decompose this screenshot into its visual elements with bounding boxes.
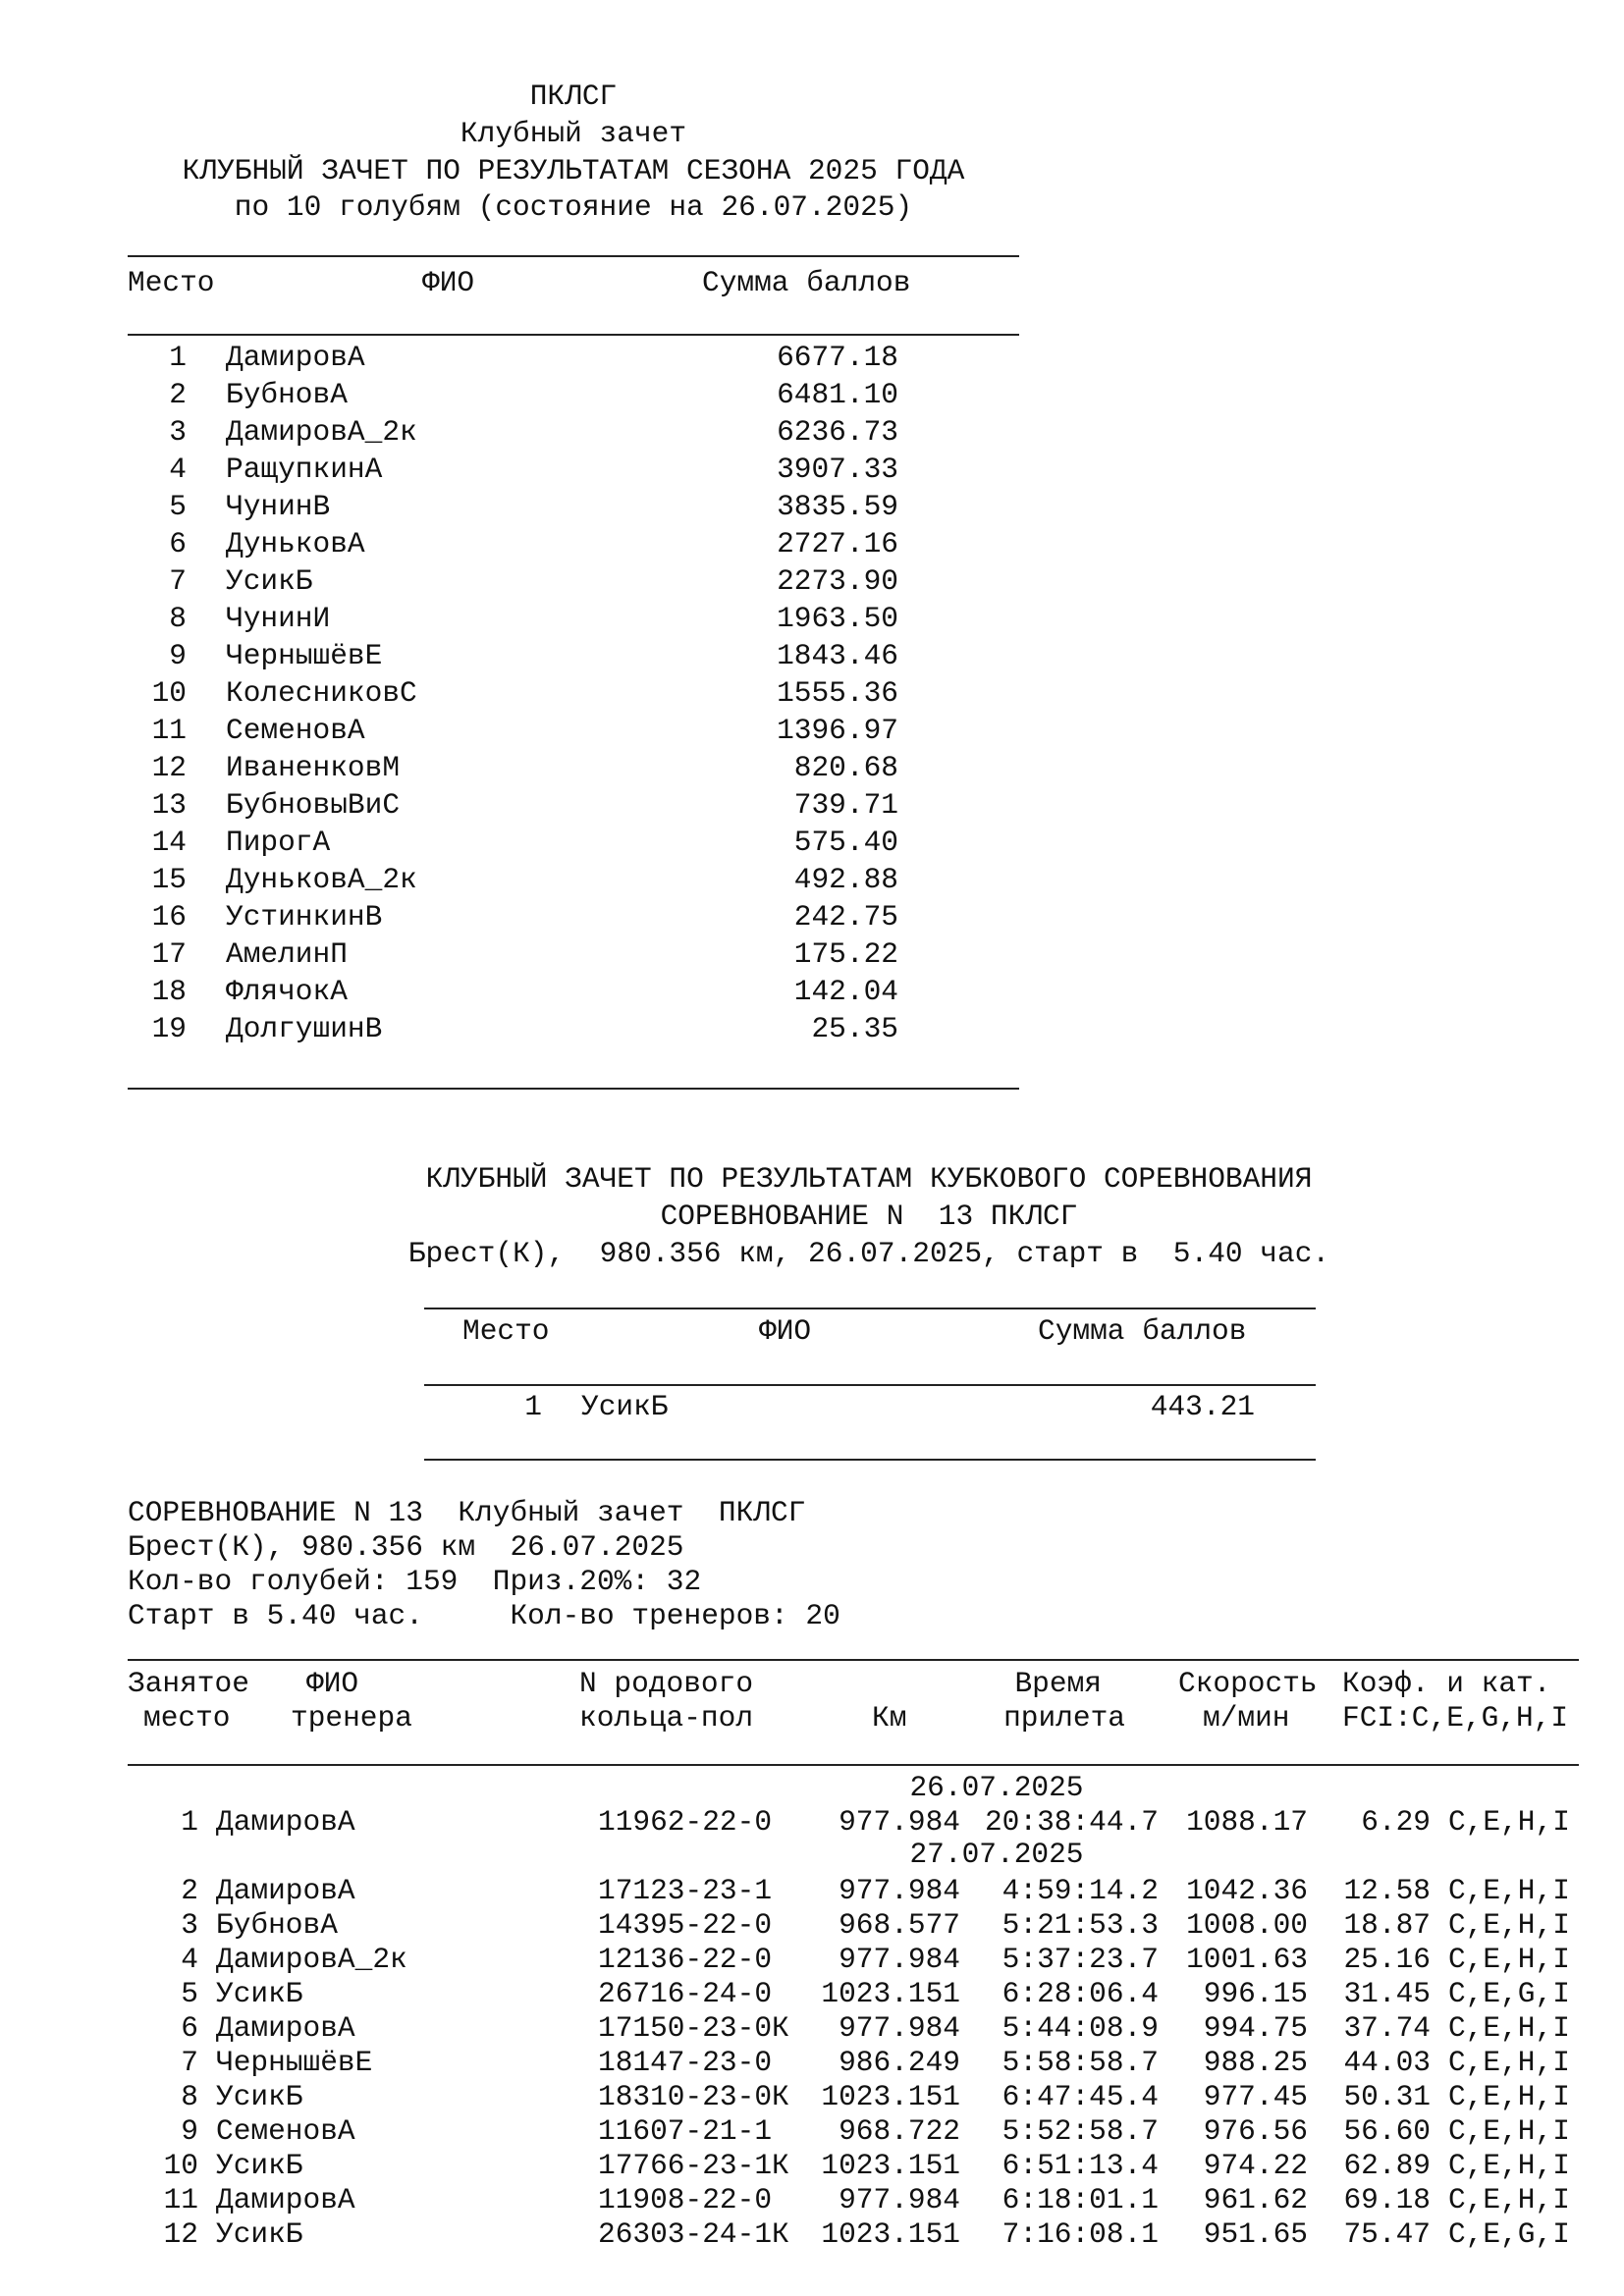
name-cell: УсикБ — [216, 1977, 303, 2010]
cup-col-place: Место — [462, 1314, 550, 1348]
cat-cell: C,E,H,I — [1448, 2011, 1570, 2045]
speed-cell: 1001.63 — [1186, 1943, 1308, 1976]
score-cell: 1843.46 — [777, 639, 898, 672]
table-row — [0, 935, 1624, 973]
season-condition: по 10 голубям (состояние на 26.07.2025) — [234, 190, 913, 224]
name-cell: ЧернышёвЕ — [216, 2046, 373, 2079]
season-col-place: Место — [128, 266, 215, 299]
ring-cell: 11607-21-1 — [598, 2114, 773, 2148]
race-col-name-2: тренера — [291, 1701, 412, 1735]
name-cell: БубновА — [216, 1908, 338, 1942]
place-cell: 14 — [151, 826, 187, 859]
name-cell: УстинкинВ — [226, 900, 383, 934]
place-cell: 12 — [163, 2217, 198, 2251]
place-cell: 4 — [169, 453, 187, 486]
name-cell: УсикБ — [226, 564, 313, 598]
name-cell: ДуньковА_2к — [226, 863, 417, 896]
km-cell: 977.984 — [839, 2183, 960, 2216]
place-cell: 5 — [169, 490, 187, 523]
time-cell: 20:38:44.7 — [984, 1805, 1159, 1839]
name-cell: КолесниковС — [226, 676, 417, 710]
score-cell: 575.40 — [793, 826, 898, 859]
name-cell: ДамировА — [226, 341, 365, 374]
place-cell: 17 — [151, 937, 187, 971]
speed-cell: 1042.36 — [1186, 1874, 1308, 1907]
race-col-coef-1: Коэф. и кат. — [1342, 1667, 1551, 1700]
time-cell: 7:16:08.1 — [1001, 2217, 1159, 2251]
speed-cell: 977.45 — [1203, 2080, 1308, 2113]
cat-cell: C,E,H,I — [1448, 1943, 1570, 1976]
speed-cell: 961.62 — [1203, 2183, 1308, 2216]
cup-details: Брест(К), 980.356 км, 26.07.2025, старт в 5.40 час. — [407, 1237, 1330, 1270]
table-row — [0, 712, 1624, 749]
race-date-2: 27.07.2025 — [909, 1838, 1084, 1871]
race-info-line4: Старт в 5.40 час. Кол-во тренеров: 20 — [128, 1599, 840, 1632]
name-cell: АмелинП — [226, 937, 348, 971]
place-cell: 9 — [169, 639, 187, 672]
name-cell: УсикБ — [581, 1390, 669, 1423]
org-title: ПКЛСГ — [529, 80, 618, 113]
time-cell: 4:59:14.2 — [1001, 1874, 1159, 1907]
km-cell: 977.984 — [839, 1943, 960, 1976]
place-cell: 18 — [151, 975, 187, 1008]
score-cell: 1396.97 — [777, 714, 898, 747]
table-row — [0, 2216, 1624, 2253]
time-cell: 5:37:23.7 — [1001, 1943, 1159, 1976]
table-row — [0, 413, 1624, 451]
name-cell: УсикБ — [216, 2149, 303, 2182]
race-col-place-1: Занятое — [128, 1667, 249, 1700]
ring-cell: 18310-23-0К — [598, 2080, 789, 2113]
ring-cell: 11962-22-0 — [598, 1805, 773, 1839]
km-cell: 977.984 — [839, 1874, 960, 1907]
name-cell: ИваненковМ — [226, 751, 401, 784]
name-cell: ДамировА — [216, 2183, 355, 2216]
table-row — [0, 376, 1624, 413]
cup-rule-bottom — [424, 1459, 1316, 1461]
name-cell: ДамировА — [216, 1874, 355, 1907]
name-cell: ДамировА_2к — [216, 1943, 407, 1976]
race-col-ring-2: кольца-пол — [579, 1701, 754, 1735]
name-cell: ДуньковА — [226, 527, 365, 561]
race-col-speed-2: м/мин — [1203, 1701, 1290, 1735]
cat-cell: C,E,H,I — [1448, 1908, 1570, 1942]
place-cell: 1 — [524, 1390, 542, 1423]
score-cell: 242.75 — [793, 900, 898, 934]
table-row — [0, 1941, 1624, 1978]
place-cell: 4 — [181, 1943, 198, 1976]
table-row — [0, 674, 1624, 712]
place-cell: 13 — [151, 788, 187, 822]
season-rule-header — [128, 334, 1019, 336]
cup-competition: СОРЕВНОВАНИЕ N 13 ПКЛСГ — [660, 1200, 1078, 1233]
ring-cell: 11908-22-0 — [598, 2183, 773, 2216]
name-cell: ДамировА_2к — [226, 415, 417, 449]
race-info-line3: Кол-во голубей: 159 Приз.20%: 32 — [128, 1565, 702, 1598]
cup-col-score: Сумма баллов — [1038, 1314, 1247, 1348]
name-cell: УсикБ — [216, 2080, 303, 2113]
time-cell: 6:47:45.4 — [1001, 2080, 1159, 2113]
cat-cell: C,E,G,I — [1448, 1977, 1570, 2010]
place-cell: 10 — [151, 676, 187, 710]
name-cell: СеменовА — [216, 2114, 355, 2148]
race-info-line1: СОРЕВНОВАНИЕ N 13 Клубный зачет ПКЛСГ — [128, 1496, 806, 1529]
speed-cell: 994.75 — [1203, 2011, 1308, 2045]
cat-cell: C,E,H,I — [1448, 2080, 1570, 2113]
race-rule-top — [128, 1659, 1579, 1661]
place-cell: 15 — [151, 863, 187, 896]
table-row — [0, 1975, 1624, 2012]
time-cell: 6:28:06.4 — [1001, 1977, 1159, 2010]
table-row — [0, 2044, 1624, 2081]
cat-cell: C,E,H,I — [1448, 1874, 1570, 1907]
table-row — [0, 824, 1624, 861]
cat-cell: C,E,H,I — [1448, 2046, 1570, 2079]
table-row — [0, 786, 1624, 824]
ring-cell: 17766-23-1К — [598, 2149, 789, 2182]
km-cell: 1023.151 — [821, 1977, 960, 2010]
time-cell: 6:18:01.1 — [1001, 2183, 1159, 2216]
place-cell: 7 — [169, 564, 187, 598]
score-cell: 3907.33 — [777, 453, 898, 486]
table-row — [0, 2009, 1624, 2047]
table-row — [0, 898, 1624, 935]
race-col-name-1: ФИО — [306, 1667, 359, 1700]
time-cell: 5:52:58.7 — [1001, 2114, 1159, 2148]
season-heading: КЛУБНЫЙ ЗАЧЕТ ПО РЕЗУЛЬТАТАМ СЕЗОНА 2025 ГОДА — [182, 154, 965, 187]
score-cell: 1963.50 — [777, 602, 898, 635]
name-cell: БубновыВиС — [226, 788, 401, 822]
name-cell: БубновА — [226, 378, 348, 411]
place-cell: 8 — [169, 602, 187, 635]
name-cell: ЧунинВ — [226, 490, 331, 523]
ring-cell: 18147-23-0 — [598, 2046, 773, 2079]
ring-cell: 17150-23-0К — [598, 2011, 789, 2045]
coef-cell: 6.29 — [1361, 1805, 1431, 1839]
table-row — [0, 973, 1624, 1010]
race-col-time-2: прилета — [1003, 1701, 1125, 1735]
cat-cell: C,E,H,I — [1448, 2183, 1570, 2216]
place-cell: 7 — [181, 2046, 198, 2079]
name-cell: ДолгушинВ — [226, 1012, 383, 1045]
table-row — [0, 451, 1624, 488]
season-subtitle: Клубный зачет — [460, 117, 687, 150]
cup-rule-header — [424, 1384, 1316, 1386]
table-row — [0, 562, 1624, 600]
ring-cell: 17123-23-1 — [598, 1874, 773, 1907]
coef-cell: 69.18 — [1343, 2183, 1431, 2216]
race-col-speed-1: Скорость — [1178, 1667, 1318, 1700]
race-info-line2: Брест(К), 980.356 км 26.07.2025 — [128, 1530, 684, 1564]
speed-cell: 974.22 — [1203, 2149, 1308, 2182]
place-cell: 6 — [181, 2011, 198, 2045]
place-cell: 1 — [169, 341, 187, 374]
time-cell: 5:44:08.9 — [1001, 2011, 1159, 2045]
coef-cell: 25.16 — [1343, 1943, 1431, 1976]
cup-rule-top — [424, 1308, 1316, 1309]
score-cell: 175.22 — [793, 937, 898, 971]
table-row — [0, 1872, 1624, 1909]
cup-heading: КЛУБНЫЙ ЗАЧЕТ ПО РЕЗУЛЬТАТАМ КУБКОВОГО СОРЕВНОВАНИЯ — [425, 1162, 1313, 1196]
ring-cell: 26303-24-1К — [598, 2217, 789, 2251]
km-cell: 1023.151 — [821, 2149, 960, 2182]
cat-cell: C,E,G,I — [1448, 2217, 1570, 2251]
table-row — [0, 749, 1624, 786]
table-row — [0, 1803, 1624, 1841]
place-cell: 11 — [163, 2183, 198, 2216]
table-row — [0, 637, 1624, 674]
score-cell: 6481.10 — [777, 378, 898, 411]
name-cell: ДамировА — [216, 1805, 355, 1839]
place-cell: 19 — [151, 1012, 187, 1045]
table-row — [0, 2181, 1624, 2218]
speed-cell: 1008.00 — [1186, 1908, 1308, 1942]
table-row — [0, 339, 1624, 376]
season-col-name: ФИО — [422, 266, 475, 299]
km-cell: 1023.151 — [821, 2217, 960, 2251]
race-col-coef-2: FCI:C,E,G,H,I — [1342, 1701, 1569, 1735]
table-row — [0, 2147, 1624, 2184]
name-cell: ЧернышёвЕ — [226, 639, 383, 672]
km-cell: 986.249 — [839, 2046, 960, 2079]
name-cell: УсикБ — [216, 2217, 303, 2251]
place-cell: 12 — [151, 751, 187, 784]
coef-cell: 56.60 — [1343, 2114, 1431, 2148]
score-cell: 820.68 — [793, 751, 898, 784]
race-col-place-2: место — [143, 1701, 231, 1735]
speed-cell: 1088.17 — [1186, 1805, 1308, 1839]
km-cell: 977.984 — [839, 2011, 960, 2045]
table-row — [0, 600, 1624, 637]
score-cell: 6236.73 — [777, 415, 898, 449]
coef-cell: 12.58 — [1343, 1874, 1431, 1907]
place-cell: 5 — [181, 1977, 198, 2010]
table-row — [0, 488, 1624, 525]
km-cell: 968.722 — [839, 2114, 960, 2148]
name-cell: ПирогА — [226, 826, 331, 859]
score-cell: 142.04 — [793, 975, 898, 1008]
place-cell: 3 — [181, 1908, 198, 1942]
ring-cell: 12136-22-0 — [598, 1943, 773, 1976]
place-cell: 8 — [181, 2080, 198, 2113]
place-cell: 10 — [163, 2149, 198, 2182]
race-col-ring-1: N родового — [579, 1667, 754, 1700]
place-cell: 6 — [169, 527, 187, 561]
speed-cell: 976.56 — [1203, 2114, 1308, 2148]
speed-cell: 996.15 — [1203, 1977, 1308, 2010]
table-row — [0, 525, 1624, 562]
score-cell: 739.71 — [793, 788, 898, 822]
speed-cell: 988.25 — [1203, 2046, 1308, 2079]
score-cell: 2273.90 — [777, 564, 898, 598]
place-cell: 1 — [181, 1805, 198, 1839]
place-cell: 2 — [169, 378, 187, 411]
coef-cell: 75.47 — [1343, 2217, 1431, 2251]
place-cell: 16 — [151, 900, 187, 934]
score-cell: 3835.59 — [777, 490, 898, 523]
season-rule-top — [128, 255, 1019, 257]
ring-cell: 14395-22-0 — [598, 1908, 773, 1942]
table-row — [0, 861, 1624, 898]
time-cell: 5:58:58.7 — [1001, 2046, 1159, 2079]
table-row — [0, 1010, 1624, 1047]
coef-cell: 18.87 — [1343, 1908, 1431, 1942]
table-row — [0, 2112, 1624, 2150]
name-cell: СеменовА — [226, 714, 365, 747]
season-col-score: Сумма баллов — [702, 266, 911, 299]
season-rule-bottom — [128, 1088, 1019, 1090]
score-cell: 6677.18 — [777, 341, 898, 374]
race-date-1: 26.07.2025 — [909, 1771, 1084, 1804]
time-cell: 5:21:53.3 — [1001, 1908, 1159, 1942]
name-cell: РащупкинА — [226, 453, 383, 486]
coef-cell: 50.31 — [1343, 2080, 1431, 2113]
coef-cell: 37.74 — [1343, 2011, 1431, 2045]
name-cell: ЧунинИ — [226, 602, 331, 635]
race-col-km: Км — [872, 1701, 907, 1735]
name-cell: ДамировА — [216, 2011, 355, 2045]
km-cell: 977.984 — [839, 1805, 960, 1839]
score-cell: 1555.36 — [777, 676, 898, 710]
race-rule-header — [128, 1764, 1579, 1766]
place-cell: 11 — [151, 714, 187, 747]
table-row — [0, 1388, 1624, 1425]
cup-col-name: ФИО — [759, 1314, 812, 1348]
speed-cell: 951.65 — [1203, 2217, 1308, 2251]
name-cell: ФлячокА — [226, 975, 348, 1008]
place-cell: 3 — [169, 415, 187, 449]
score-cell: 2727.16 — [777, 527, 898, 561]
score-cell: 25.35 — [811, 1012, 898, 1045]
score-cell: 492.88 — [793, 863, 898, 896]
cat-cell: C,E,H,I — [1448, 2114, 1570, 2148]
cat-cell: C,E,H,I — [1448, 2149, 1570, 2182]
table-row — [0, 1906, 1624, 1944]
time-cell: 6:51:13.4 — [1001, 2149, 1159, 2182]
race-col-time-1: Время — [1014, 1667, 1102, 1700]
coef-cell: 62.89 — [1343, 2149, 1431, 2182]
coef-cell: 44.03 — [1343, 2046, 1431, 2079]
place-cell: 2 — [181, 1874, 198, 1907]
coef-cell: 31.45 — [1343, 1977, 1431, 2010]
km-cell: 968.577 — [839, 1908, 960, 1942]
km-cell: 1023.151 — [821, 2080, 960, 2113]
cat-cell: C,E,H,I — [1448, 1805, 1570, 1839]
table-row — [0, 2078, 1624, 2115]
ring-cell: 26716-24-0 — [598, 1977, 773, 2010]
place-cell: 9 — [181, 2114, 198, 2148]
score-cell: 443.21 — [1150, 1390, 1255, 1423]
